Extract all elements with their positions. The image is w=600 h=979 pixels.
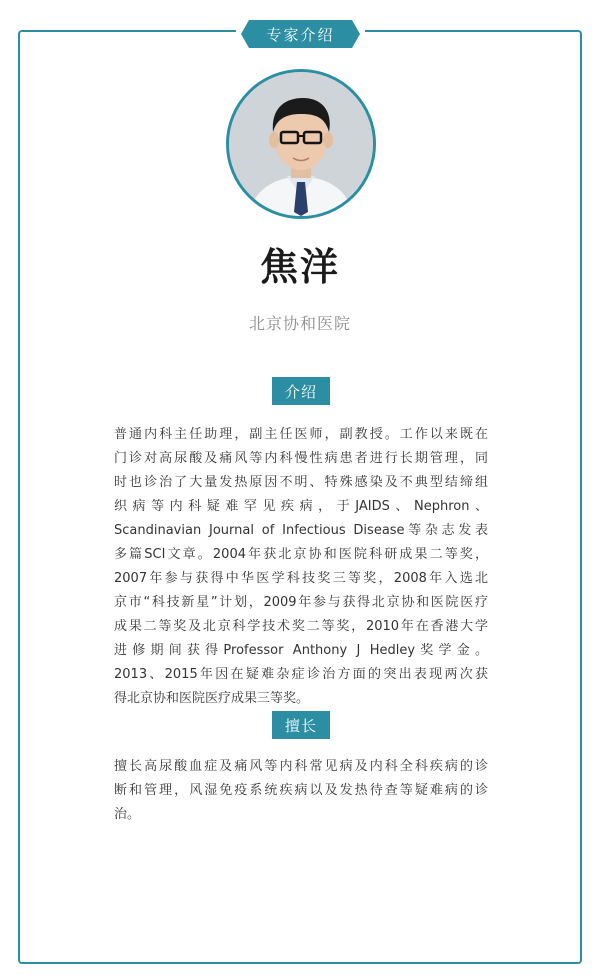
intro-text-line: 多篇SCI文章。2004年获北京协和医院科研成果二等奖，: [114, 547, 488, 562]
expertise-text-line: 擅长高尿酸血症及痛风等内科常见病及内科全科疾病的诊: [114, 759, 488, 774]
doctor-name: 焦洋: [259, 244, 340, 289]
intro-text-line: 京市“科技新星”计划，2009年参与获得北京协和医院医疗: [114, 595, 488, 610]
doctor-hospital: 北京协和医院: [248, 314, 351, 333]
intro-text-line: 2007年参与获得中华医学科技奖三等奖，2008年入选北: [114, 571, 488, 586]
intro-text-line: 时也诊治了大量发热原因不明、特殊感染及不典型结缔组: [114, 475, 488, 490]
doctor-avatar: [226, 69, 376, 219]
header-title-tab: [249, 20, 352, 48]
expertise-text-line: 治。: [114, 807, 141, 822]
intro-text-line: 织病等内科疑难罕见疾病，于JAIDS、Nephron、: [114, 499, 488, 514]
intro-text: [114, 423, 488, 711]
expertise-text-line: 断和管理，风湿免疫系统疾病以及发热待查等疑难病的诊: [114, 783, 488, 798]
intro-section-label: 介绍: [284, 382, 317, 401]
intro-text-line: 成果二等奖及北京科学技术奖二等奖，2010年在香港大学: [114, 619, 488, 634]
intro-text-line: 2013、2015年因在疑难杂症诊治方面的突出表现两次获: [114, 667, 488, 682]
expertise-text: [114, 755, 488, 827]
intro-text-line: 门诊对高尿酸及痛风等内科慢性病患者进行长期管理，同: [114, 451, 488, 466]
intro-text-line: 普通内科主任助理，副主任医师，副教授。工作以来既在: [114, 427, 488, 442]
intro-text-line: 进修期间获得Professor Anthony J Hedley奖学金。: [114, 643, 488, 658]
intro-text-line: 得北京协和医院医疗成果三等奖。: [114, 691, 310, 706]
expertise-section-badge: [272, 711, 330, 739]
expertise-section-label: 擅长: [284, 716, 317, 735]
intro-text-line: Scandinavian Journal of Infectious Disease等杂志发表: [114, 523, 488, 538]
intro-section-badge: [272, 377, 330, 405]
doctor-portrait-icon: [229, 72, 373, 216]
header-title: 专家介绍: [266, 25, 335, 44]
